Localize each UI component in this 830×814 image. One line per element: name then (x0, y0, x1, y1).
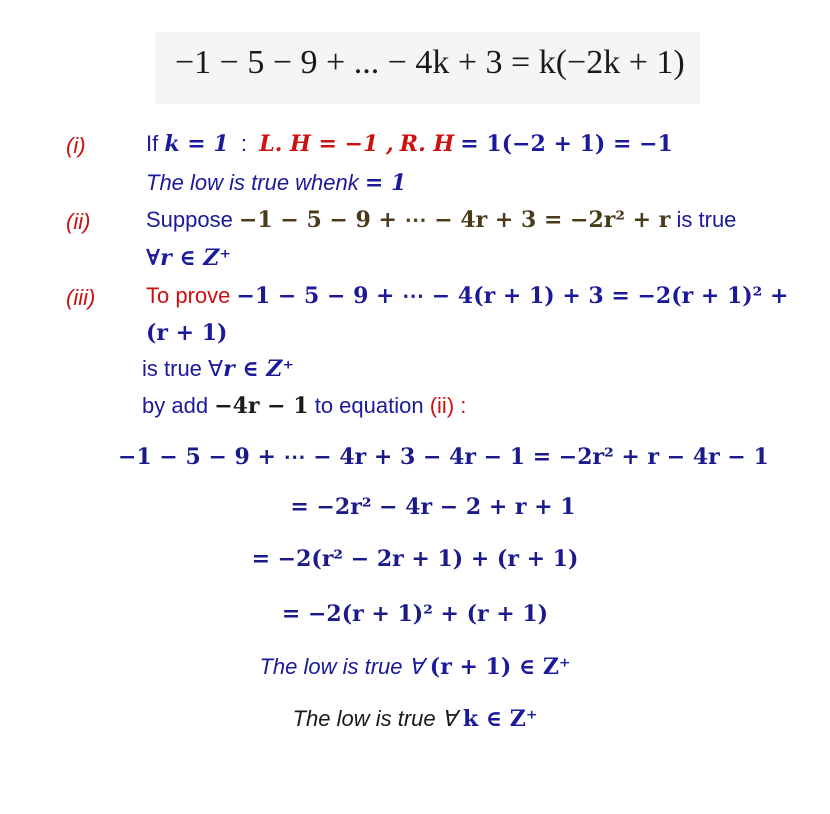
equation-reference: (ii) : (429, 393, 467, 418)
to-prove-text: To prove (146, 283, 231, 308)
step3-statement (146, 283, 788, 309)
is-true-text: is true (676, 207, 737, 232)
if-word: If (146, 131, 159, 156)
derivation-line-3: = −2(r² − 2r + 1) + (r + 1) (251, 546, 579, 572)
conclusion-1-math: (r + 1) ∈ Z⁺ (429, 654, 571, 680)
header-formula: −1 − 5 − 9 + ... − 4k + 3 = k(−2k + 1) (175, 44, 685, 81)
derivation-line-4: = −2(r + 1)² + (r + 1) (281, 601, 549, 627)
step-marker-ii: (ii) (66, 209, 91, 234)
conclusion-2-text: The low is true ∀ (292, 706, 457, 731)
goal-equation-line1: −1 − 5 − 9 + ⋯ − 4(r + 1) + 3 = −2(r + 1)² + (236, 283, 789, 309)
to-equation-text: to equation (314, 393, 424, 418)
step3-is-true (142, 356, 294, 382)
conclusion-line-2 (0, 706, 830, 732)
k-equals-one: k = 1 (164, 131, 229, 157)
step-marker-i: (i) (66, 133, 86, 158)
step1-statement (146, 131, 673, 157)
conclusion-line-1 (0, 654, 830, 680)
suppose-word: Suppose (146, 207, 233, 232)
step2-statement (146, 207, 736, 233)
step1-conclusion-text: The low is true whenk (146, 170, 359, 195)
derivation-line-2: = −2r² − 4r − 2 + r + 1 (290, 494, 576, 520)
step1-conclusion-math: = 1 (364, 170, 407, 196)
step3-method (142, 393, 466, 419)
conclusion-1-text: The low is true ∀ (259, 654, 424, 679)
induction-hypothesis: −1 − 5 − 9 + ⋯ − 4r + 3 = −2r² + r (238, 207, 671, 233)
forall-set: r ∈ Z⁺ (223, 356, 294, 382)
by-add-text: by add (142, 393, 209, 418)
is-true-for-text: is true ∀ (142, 356, 224, 381)
forall-r-in-z-plus: ∀r ∈ Z⁺ (146, 245, 231, 271)
step-marker-iii: (iii) (66, 285, 96, 310)
derivation-line-1: −1 − 5 − 9 + ⋯ − 4r + 3 − 4r − 1 = −2r² + r − 4r − 1 (118, 444, 769, 470)
right-hand-label: R. H (399, 131, 455, 157)
colon: : (240, 131, 248, 156)
right-hand-value: = 1(−2 + 1) = −1 (460, 131, 673, 157)
add-term: −4r − 1 (214, 393, 309, 419)
conclusion-2-math: k ∈ Z⁺ (462, 706, 538, 732)
goal-equation-line2: (r + 1) (146, 320, 228, 346)
step2-forall (146, 245, 231, 271)
left-hand-value: L. H = −1 , (259, 131, 394, 157)
step3-continuation (146, 320, 227, 346)
step1-conclusion (146, 170, 406, 196)
